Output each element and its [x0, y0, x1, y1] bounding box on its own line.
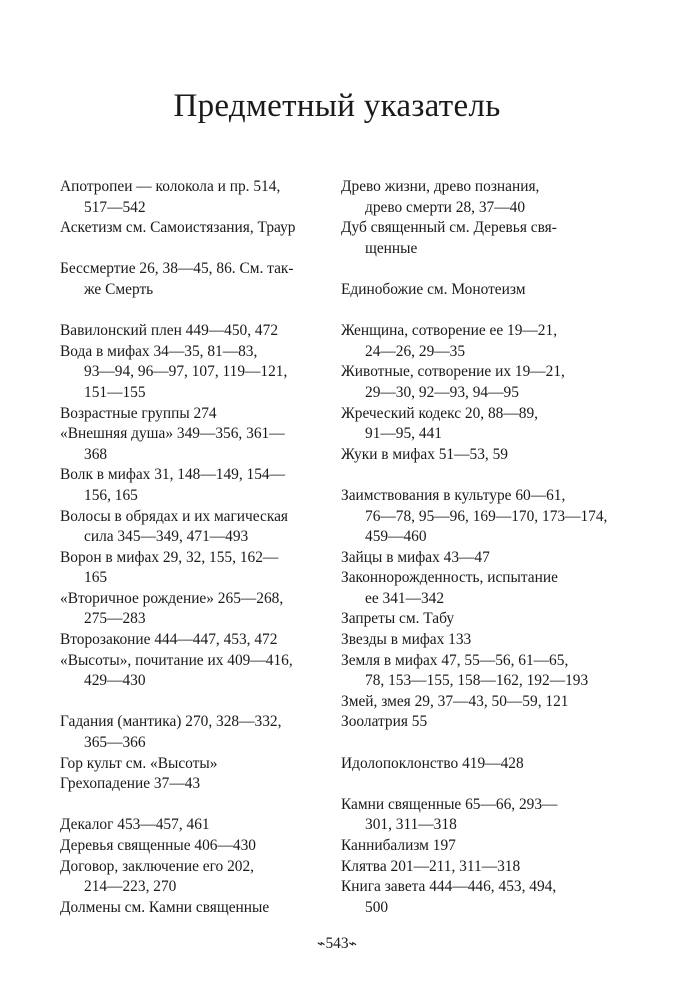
entry-group-spacer	[341, 733, 616, 754]
index-entry-continuation: 91—95, 441	[365, 425, 442, 443]
index-entry-line: Второзаконие 444—447, 453, 472	[60, 631, 278, 649]
page-title: Предметный указатель	[173, 88, 501, 124]
index-entry-continuation: 517—542	[84, 198, 146, 216]
index-entry-continuation: 29—30, 92—93, 94—95	[365, 383, 519, 401]
index-entry-line: Жуки в мифах 51—53, 59	[341, 445, 508, 463]
index-entry-line: Змей, змея 29, 37—43, 50—59, 121	[341, 692, 569, 710]
index-entry	[341, 321, 616, 362]
index-entry	[60, 259, 335, 300]
index-entry	[341, 177, 616, 218]
index-entry-line: Животные, сотворение их 19—21,	[341, 363, 565, 381]
index-column-right	[341, 177, 616, 918]
index-entry-continuation: 76—78, 95—96, 169—170, 173—174,	[365, 507, 608, 525]
index-entry-line: Аскетизм см. Самоистязания, Траур	[60, 219, 296, 237]
index-entry	[341, 877, 616, 918]
index-entry-line: Звезды в мифах 133	[341, 631, 472, 649]
index-entry-line: Волосы в обрядах и их магическая	[60, 507, 288, 525]
entry-group-spacer	[341, 465, 616, 486]
index-entry	[341, 836, 616, 857]
index-entry	[341, 857, 616, 878]
index-entry-continuation: 156, 165	[84, 486, 138, 504]
index-entry	[341, 362, 616, 403]
index-entry-line: Деревья священные 406—430	[60, 837, 256, 854]
index-entry	[60, 630, 335, 651]
entry-group-spacer	[60, 301, 335, 322]
index-entry-continuation: ее 341—342	[365, 589, 445, 607]
index-entry-continuation: 24—26, 29—35	[365, 342, 466, 360]
index-entry-line: Жреческий кодекс 20, 88—89,	[341, 404, 539, 422]
index-entry	[341, 445, 616, 466]
index-entry-line: «Вторичное рождение» 265—268,	[60, 589, 284, 607]
index-entry	[341, 280, 616, 301]
index-entry-line: Бессмертие 26, 38—45, 86. См. так-	[60, 260, 294, 278]
index-entry-line: Договор, заключение его 202,	[60, 857, 255, 875]
index-entry	[341, 630, 616, 651]
page-number: 543	[325, 935, 349, 952]
index-entry-continuation: щенные	[365, 239, 418, 257]
index-entry-line: Запреты см. Табу	[341, 610, 455, 628]
index-entry-continuation: древо смерти 28, 37—40	[365, 198, 526, 216]
index-entry-continuation: 151—155	[84, 383, 146, 401]
index-entry	[60, 836, 335, 857]
ornament-left-icon: ⌁	[317, 937, 326, 952]
index-column-left	[60, 177, 335, 918]
index-entry-continuation: 165	[84, 569, 108, 587]
index-entry-continuation: 429—430	[84, 672, 146, 690]
index-entry-line: Заимствования в культуре 60—61,	[341, 486, 566, 504]
index-entry-line: Зайцы в мифах 43—47	[341, 548, 490, 566]
index-entry-continuation: 78, 153—155, 158—162, 192—193	[365, 672, 589, 690]
entry-group-spacer	[341, 301, 616, 322]
index-entry	[341, 218, 616, 259]
index-entry	[341, 486, 616, 548]
index-entry-continuation: 500	[365, 898, 389, 916]
index-entry-continuation: 275—283	[84, 610, 146, 628]
index-entry	[341, 712, 616, 733]
index-entry	[341, 754, 616, 775]
index-entry-line: «Высоты», почитание их 409—416,	[60, 651, 293, 669]
index-entry	[60, 424, 335, 465]
index-entry	[60, 321, 335, 342]
index-entry	[60, 507, 335, 548]
index-entry-line: Вода в мифах 34—35, 81—83,	[60, 342, 258, 360]
index-entry-continuation: 459—460	[365, 528, 427, 546]
index-entry	[341, 404, 616, 445]
entry-group-spacer	[60, 692, 335, 713]
index-entry-line: Гор культ см. «Высоты»	[60, 754, 218, 772]
index-entry-line: Идолопоклонство 419—428	[341, 754, 524, 772]
index-entry	[60, 651, 335, 692]
index-entry	[60, 342, 335, 404]
index-entry	[341, 568, 616, 609]
index-entry-line: Клятва 201—211, 311—318	[341, 857, 521, 875]
index-entry-line: Долмены см. Камни священные	[60, 898, 270, 916]
index-entry-continuation: 365—366	[84, 734, 146, 752]
index-entry-line: Земля в мифах 47, 55—56, 61—65,	[341, 651, 569, 669]
index-entry	[60, 815, 335, 836]
index-entry-line: Камни священные 65—66, 293—	[341, 795, 558, 813]
index-entry	[341, 609, 616, 630]
index-entry-line: Древо жизни, древо познания,	[341, 178, 540, 195]
index-entry-continuation: 301, 311—318	[365, 816, 457, 834]
index-entry-line: Гадания (мантика) 270, 328—332,	[60, 713, 282, 731]
index-entry	[60, 857, 335, 898]
index-entry	[60, 589, 335, 630]
index-entry-line: Вавилонский плен 449—450, 472	[60, 322, 279, 340]
index-entry	[60, 177, 335, 218]
index-entry-line: Законнорожденность, испытание	[341, 569, 558, 587]
index-entry	[60, 898, 335, 919]
index-entry-line: «Внешняя душа» 349—356, 361—	[60, 425, 285, 443]
index-entry-line: Декалог 453—457, 461	[60, 816, 210, 834]
index-entry	[60, 774, 335, 795]
index-entry	[60, 465, 335, 506]
index-entry-line: Грехопадение 37—43	[60, 775, 201, 793]
entry-group-spacer	[341, 774, 616, 795]
index-entry	[60, 754, 335, 775]
index-entry-line: Каннибализм 197	[341, 837, 456, 854]
index-entry-continuation: же Смерть	[84, 280, 154, 298]
index-entry-line: Женщина, сотворение ее 19—21,	[341, 322, 558, 340]
index-entry-continuation: 93—94, 96—97, 107, 119—121,	[84, 363, 288, 381]
index-entry	[341, 795, 616, 836]
index-entry	[341, 651, 616, 692]
page-footer	[0, 934, 674, 955]
index-entry	[60, 218, 335, 239]
index-entry-line: Возрастные группы 274	[60, 404, 217, 422]
index-entry-line: Книга завета 444—446, 453, 494,	[341, 878, 557, 896]
index-entry	[60, 548, 335, 589]
index-entry-line: Волк в мифах 31, 148—149, 154—	[60, 466, 286, 484]
entry-group-spacer	[60, 239, 335, 260]
index-entry-continuation: сила 345—349, 471—493	[84, 528, 249, 546]
entry-group-spacer	[60, 795, 335, 816]
index-entry	[341, 548, 616, 569]
index-entry-line: Ворон в мифах 29, 32, 155, 162—	[60, 548, 279, 566]
index-entry-continuation: 214—223, 270	[84, 878, 177, 896]
index-entry-line: Зоолатрия 55	[341, 713, 428, 731]
index-entry	[60, 404, 335, 425]
ornament-right-icon: ⌁	[348, 937, 357, 952]
entry-group-spacer	[341, 259, 616, 280]
index-entry-line: Единобожие см. Монотеизм	[341, 280, 526, 298]
index-entry-line: Дуб священный см. Деревья свя-	[341, 219, 557, 237]
index-entry	[60, 712, 335, 753]
index-entry	[341, 692, 616, 713]
index-entry-line: Апотропеи — колокола и пр. 514,	[60, 178, 281, 195]
index-entry-continuation: 368	[84, 445, 108, 463]
